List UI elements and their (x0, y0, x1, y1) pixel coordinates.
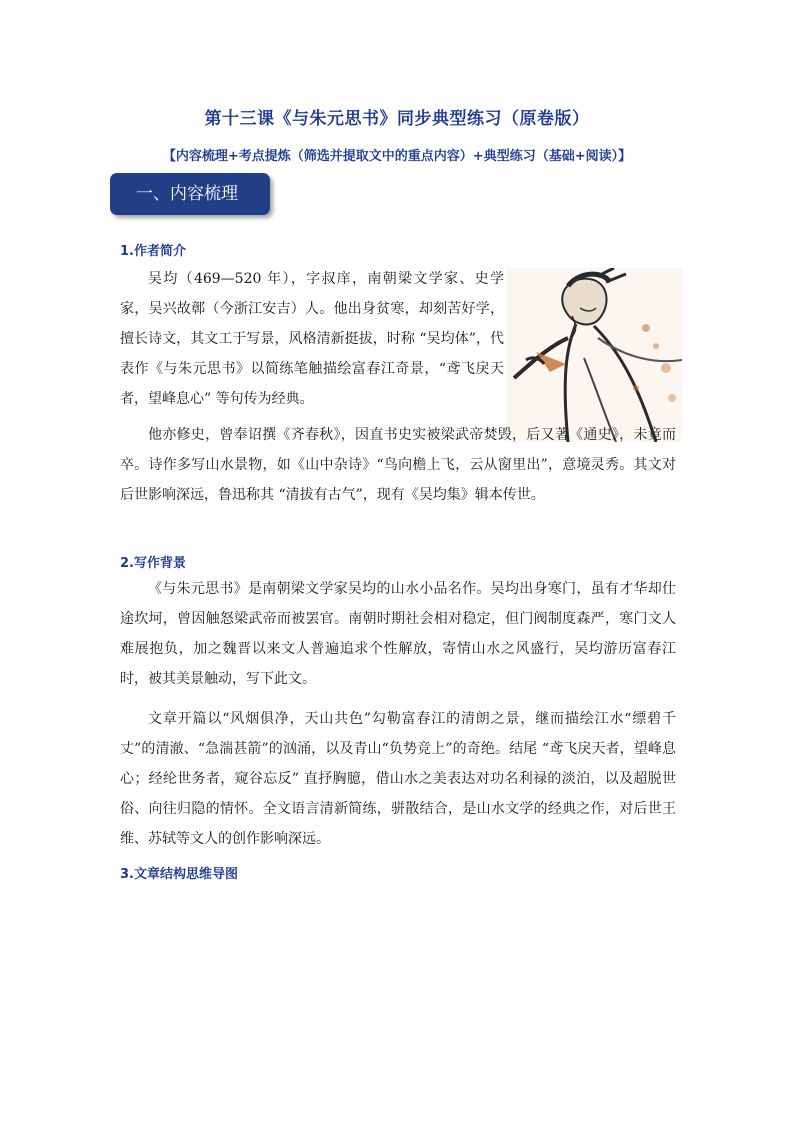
section-banner: 一、内容梳理 (110, 173, 270, 215)
paragraph-author-history: 他亦修史，曾奉诏撰《齐春秋》，因直书史实被梁武帝焚毁，后又著《通史》，未竟而卒。诗作多写山水景物，如《山中杂诗》“鸟向檐上飞，云从窗里出”，意境灵秀。其文对后世影响深远，鲁迅称其 “清拔有古气”，现有《吴均集》辑本传世。 (120, 427, 676, 503)
heading-mindmap: 3.文章结构思维导图 (120, 867, 238, 882)
paragraph-author-bio: 吴均（469—520 年），字叔庠，南朝梁文学家、史学家，吴兴故鄣（今浙江安吉）人。他出身贫寒，却刻苦好学，擅长诗文，其文工于写景，风格清新挺拔，时称 “吴均体”，代表作《与朱元思书》以简练笔触描绘富春江奇景，“鸢飞戾天者，望峰息心” 等句传为经典。 (120, 271, 504, 407)
paragraph-background-2: 文章开篇以“风烟俱净，天山共色”勾勒富春江的清朗之景，继而描绘江水“缥碧千丈”的清澈、“急湍甚箭”的汹涌，以及青山“负势竞上”的奇绝。结尾 “鸢飞戾天者，望峰息心；经纶世务者，窥谷忘反” 直抒胸臆，借山水之美表达对功名利禄的淡泊，以及超脱世俗、向往归隐的情怀。全文语言清新简练，骈散结合，是山水文学的经典之作，对后世王维、苏轼等文人的创作影响深远。 (120, 711, 676, 847)
portrait-image (506, 268, 682, 442)
page-title: 第十三课《与朱元思书》同步典型练习（原卷版） (204, 109, 590, 129)
portrait-drawing (506, 268, 682, 442)
heading-author-intro: 1.作者简介 (120, 244, 186, 259)
heading-background: 2.写作背景 (120, 556, 186, 571)
paragraph-background-1: 《与朱元思书》是南朝梁文学家吴均的山水小品名作。吴均出身寒门，虽有才华却仕途坎坷，曾因触怒梁武帝而被罢官。南朝时期社会相对稳定，但门阀制度森严，寒门文人难展抱负，加之魏晋以来文人普遍追求个性解放，寄情山水之风盛行，吴均游历富春江时，被其美景触动，写下此文。 (120, 581, 676, 687)
page-subtitle: 【内容梳理+考点提炼（筛选并提取文中的重点内容）+典型练习（基础+阅读）】 (162, 149, 632, 164)
